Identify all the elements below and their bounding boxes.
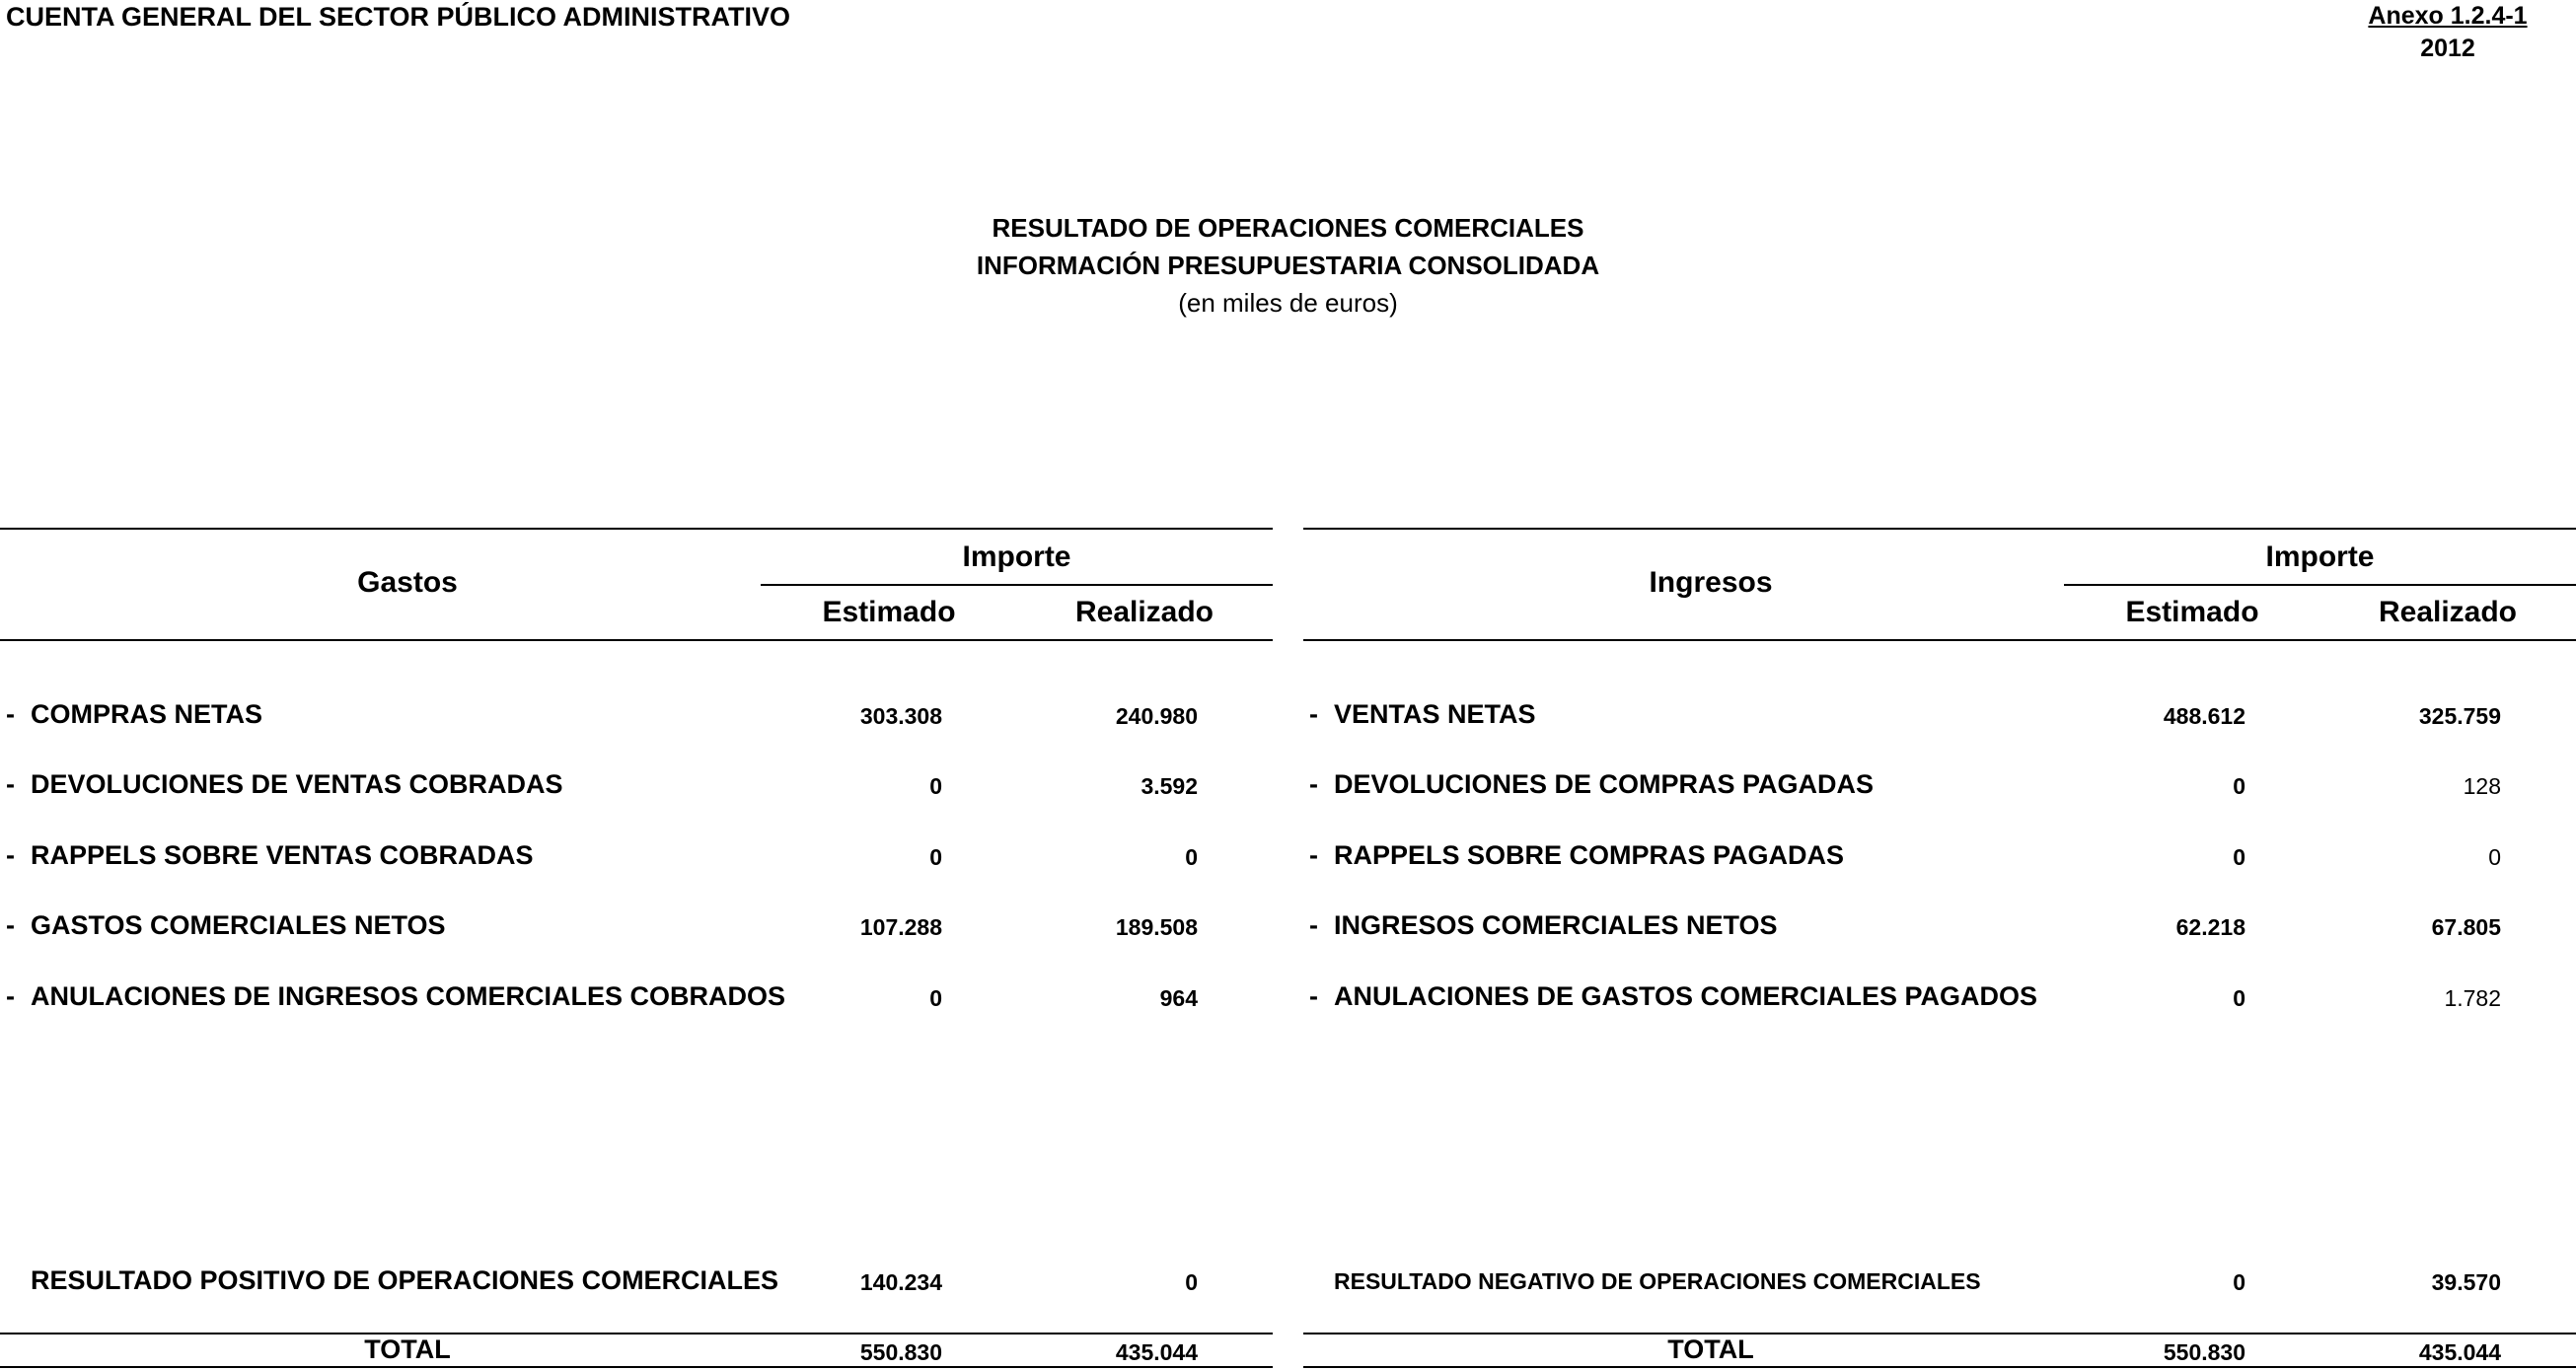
row-label-text: RAPPELS SOBRE VENTAS COBRADAS bbox=[31, 840, 534, 870]
estimado-value: 0 bbox=[929, 773, 942, 799]
total-label: TOTAL bbox=[1667, 1334, 1754, 1364]
row-label bbox=[1309, 840, 1844, 871]
realizado-value: 0 bbox=[1185, 1269, 1198, 1295]
estimado-value: 550.830 bbox=[2163, 1339, 2245, 1365]
gastos-importe-header: Importe bbox=[962, 541, 1071, 573]
row-dash: - bbox=[1309, 840, 1318, 870]
row-dash: - bbox=[6, 910, 15, 940]
row-label-text: ANULACIONES DE INGRESOS COMERCIALES COBRADOS bbox=[31, 981, 786, 1011]
ingresos-top-rule bbox=[1303, 528, 2576, 530]
row-dash: - bbox=[1309, 769, 1318, 799]
row-label-text: RAPPELS SOBRE COMPRAS PAGADAS bbox=[1334, 840, 1845, 870]
annex-block bbox=[2364, 2, 2532, 63]
estimado-value: 0 bbox=[2233, 844, 2245, 870]
row-label-text: COMPRAS NETAS bbox=[31, 699, 263, 729]
realizado-value: 964 bbox=[1159, 985, 1198, 1011]
estimado-value: 303.308 bbox=[859, 703, 942, 729]
ingresos-realizado-header: Realizado bbox=[2378, 596, 2518, 628]
ingresos-estimado-header: Estimado bbox=[2125, 596, 2259, 628]
row-dash: - bbox=[1309, 910, 1318, 940]
annex-code: Anexo 1.2.4-1 bbox=[2368, 2, 2528, 30]
estimado-value: 0 bbox=[929, 985, 942, 1011]
estimado-value: 0 bbox=[2233, 773, 2245, 799]
row-dash: - bbox=[6, 981, 15, 1011]
row-label bbox=[6, 769, 563, 800]
row-dash: - bbox=[1309, 981, 1318, 1011]
result-label: RESULTADO NEGATIVO DE OPERACIONES COMERCIALES bbox=[1334, 1268, 1981, 1294]
row-label bbox=[6, 840, 534, 871]
row-label bbox=[1309, 910, 1778, 941]
row-dash: - bbox=[6, 699, 15, 729]
result-label: RESULTADO POSITIVO DE OPERACIONES COMERCIALES bbox=[31, 1265, 779, 1295]
row-label-text: VENTAS NETAS bbox=[1334, 699, 1536, 729]
gastos-top-rule bbox=[0, 528, 1273, 530]
realizado-value: 0 bbox=[2488, 844, 2501, 870]
estimado-value: 140.234 bbox=[859, 1269, 942, 1295]
gastos-realizado-header: Realizado bbox=[1074, 596, 1214, 628]
row-label bbox=[6, 910, 446, 941]
row-dash: - bbox=[6, 769, 15, 799]
gastos-header: Gastos bbox=[357, 566, 458, 599]
realizado-value: 1.782 bbox=[2444, 985, 2501, 1011]
realizado-value: 325.759 bbox=[2418, 703, 2501, 729]
row-label-text: DEVOLUCIONES DE COMPRAS PAGADAS bbox=[1334, 769, 1875, 799]
ingresos-importe-header: Importe bbox=[2265, 541, 2375, 573]
row-label bbox=[6, 699, 262, 730]
estimado-value: 107.288 bbox=[859, 914, 942, 940]
annex-year: 2012 bbox=[2420, 35, 2475, 62]
ingresos-importe-rule bbox=[2064, 584, 2576, 586]
gastos-estimado-header: Estimado bbox=[822, 596, 956, 628]
ingresos-header: Ingresos bbox=[1649, 566, 1773, 599]
row-dash: - bbox=[6, 840, 15, 870]
report-units: (en miles de euros) bbox=[1178, 288, 1398, 318]
realizado-value: 435.044 bbox=[2418, 1339, 2501, 1365]
realizado-value: 189.508 bbox=[1115, 914, 1198, 940]
row-label bbox=[6, 981, 785, 1012]
row-label bbox=[1309, 769, 1874, 800]
realizado-value: 128 bbox=[2463, 773, 2501, 799]
ingresos-header-rule bbox=[1303, 639, 2576, 641]
estimado-value: 0 bbox=[2233, 985, 2245, 1011]
row-label-text: GASTOS COMERCIALES NETOS bbox=[31, 910, 446, 940]
realizado-value: 67.805 bbox=[2431, 914, 2501, 940]
row-label-text: DEVOLUCIONES DE VENTAS COBRADAS bbox=[31, 769, 563, 799]
gastos-total-bottom-rule bbox=[0, 1366, 1273, 1368]
row-label bbox=[1309, 699, 1536, 730]
realizado-value: 39.570 bbox=[2431, 1269, 2501, 1295]
estimado-value: 0 bbox=[2233, 1269, 2245, 1295]
realizado-value: 240.980 bbox=[1115, 703, 1198, 729]
row-label-text: INGRESOS COMERCIALES NETOS bbox=[1334, 910, 1778, 940]
gastos-header-rule bbox=[0, 639, 1273, 641]
estimado-value: 550.830 bbox=[859, 1339, 942, 1365]
row-label-text: ANULACIONES DE GASTOS COMERCIALES PAGADOS bbox=[1334, 981, 2038, 1011]
row-label bbox=[1309, 981, 2037, 1012]
estimado-value: 488.612 bbox=[2163, 703, 2245, 729]
report-title: RESULTADO DE OPERACIONES COMERCIALES bbox=[992, 213, 1584, 243]
estimado-value: 62.218 bbox=[2175, 914, 2245, 940]
org-title: CUENTA GENERAL DEL SECTOR PÚBLICO ADMINISTRATIVO bbox=[6, 2, 791, 32]
report-subtitle: INFORMACIÓN PRESUPUESTARIA CONSOLIDADA bbox=[976, 251, 1600, 280]
total-label: TOTAL bbox=[364, 1334, 451, 1364]
realizado-value: 435.044 bbox=[1115, 1339, 1198, 1365]
realizado-value: 3.592 bbox=[1141, 773, 1198, 799]
row-dash: - bbox=[1309, 699, 1318, 729]
gastos-importe-rule bbox=[761, 584, 1273, 586]
estimado-value: 0 bbox=[929, 844, 942, 870]
realizado-value: 0 bbox=[1185, 844, 1198, 870]
report-title-block bbox=[0, 209, 2576, 322]
ingresos-total-bottom-rule bbox=[1303, 1366, 2576, 1368]
